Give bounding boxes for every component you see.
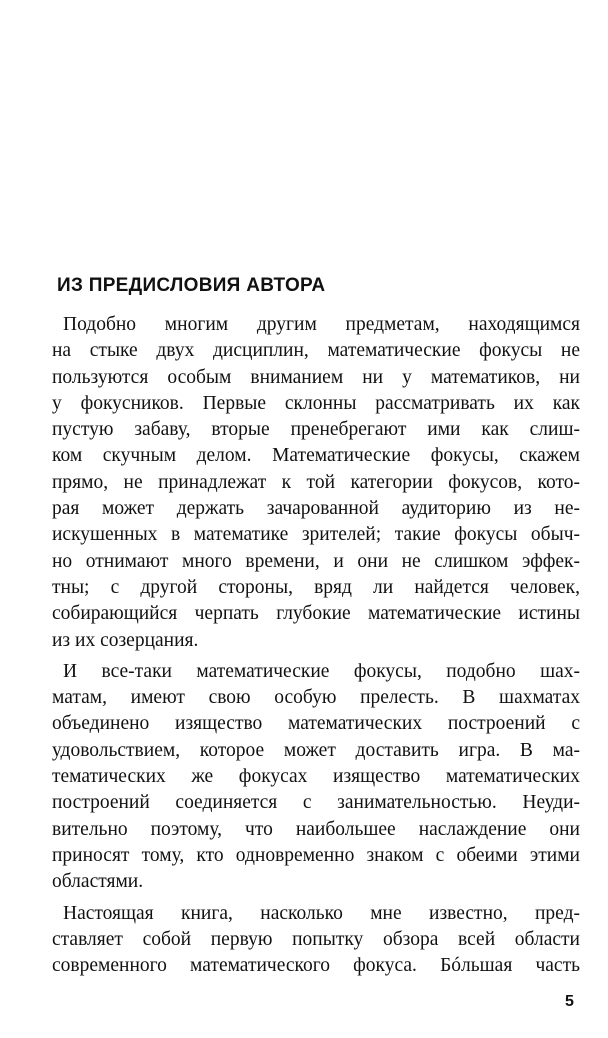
paragraph bbox=[52, 312, 580, 654]
text-line: матам, имеют свою особую прелесть. В шахматах bbox=[52, 687, 580, 709]
text-line: ставляет собой первую попытку обзора всей области bbox=[52, 928, 580, 950]
body-text bbox=[52, 312, 580, 979]
text-line: собирающийся черпать глубокие математические истины bbox=[52, 603, 580, 625]
text-line: тематических же фокусах изящество математических bbox=[52, 766, 580, 788]
text-line: удовольствием, которое может доставить игра. В ма- bbox=[52, 739, 580, 761]
paragraph bbox=[52, 659, 580, 896]
text-line: у фокусников. Первые склонны рассматривать их как bbox=[52, 392, 580, 414]
text-line: построений соединяется с занимательностью. Неуди- bbox=[52, 792, 580, 814]
text-line: Настоящая книга, насколько мне известно, пред- bbox=[63, 902, 580, 924]
text-line: из их созерцания. bbox=[52, 629, 199, 651]
paragraph bbox=[52, 901, 580, 980]
text-line: вительно поэтому, что наибольшее наслаждение они bbox=[52, 818, 580, 840]
text-line: но отнимают много времени, и они не слишком эффек- bbox=[52, 550, 580, 572]
text-line: рая может держать зачарованной аудиторию из не- bbox=[52, 498, 580, 520]
text-line: пустую забаву, вторые пренебрегают ими как слиш- bbox=[52, 419, 580, 441]
text-line: искушенных в математике зрителей; такие фокусы обыч- bbox=[52, 524, 580, 546]
text-line: тны; с другой стороны, вряд ли найдется человек, bbox=[52, 576, 580, 598]
text-line: пользуются особым вниманием ни у математиков, ни bbox=[52, 366, 580, 388]
section-heading: ИЗ ПРЕДИСЛОВИЯ АВТОРА bbox=[57, 275, 326, 296]
text-line: Подобно многим другим предметам, находящимся bbox=[63, 314, 580, 335]
page-number: 5 bbox=[565, 993, 574, 1010]
text-line: ком скучным делом. Математические фокусы, скажем bbox=[52, 445, 580, 467]
text-line: И все-таки математические фокусы, подобно шах- bbox=[63, 660, 580, 682]
text-line: прямо, не принадлежат к той категории фокусов, кото- bbox=[52, 471, 580, 493]
text-line: приносят тому, кто одновременно знаком с обеими этими bbox=[52, 844, 580, 866]
text-line: современного математического фокуса. Бóльшая часть bbox=[52, 955, 580, 977]
text-line: объединено изящество математических построений с bbox=[52, 713, 580, 735]
text-line: областями. bbox=[52, 871, 144, 893]
text-line: на стыке двух дисциплин, математические фокусы не bbox=[52, 340, 580, 362]
